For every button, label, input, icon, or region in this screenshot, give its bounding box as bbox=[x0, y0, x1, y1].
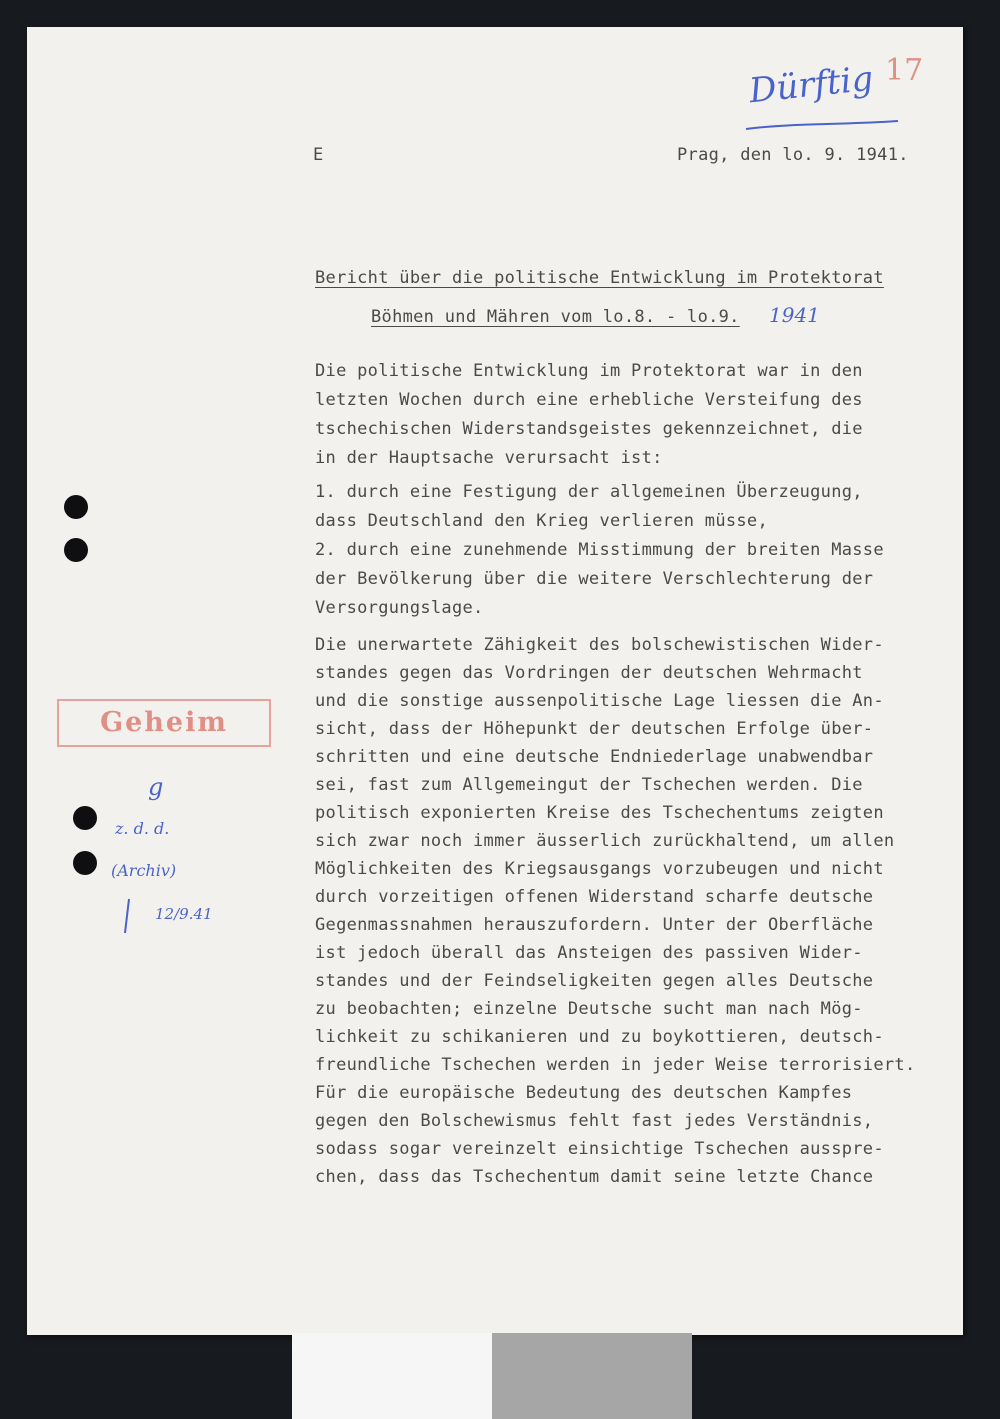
punch-hole bbox=[64, 495, 88, 519]
report-heading-line1: Bericht über die politische Entwicklung im Protektorat bbox=[315, 268, 884, 288]
punch-hole bbox=[64, 538, 88, 562]
text-line: schritten und eine deutsche Endniederlage unabwendbar bbox=[315, 747, 874, 767]
secret-stamp: Geheim bbox=[57, 699, 271, 747]
text-line: tschechischen Widerstandsgeistes gekennzeichnet, die bbox=[315, 419, 863, 439]
text-line: sei, fast zum Allgemeingut der Tschechen werden. Die bbox=[315, 775, 863, 795]
handwritten-initial: g bbox=[148, 773, 164, 801]
text-line: sicht, dass der Höhepunkt der deutschen Erfolge über- bbox=[315, 719, 874, 739]
handwritten-date: 12/9.41 bbox=[155, 905, 213, 923]
text-line: dass Deutschland den Krieg verlieren müsse, bbox=[315, 511, 768, 531]
handwritten-note: z. d. d. bbox=[115, 819, 170, 838]
text-line: in der Hauptsache verursacht ist: bbox=[315, 448, 663, 468]
text-line: 2. durch eine zunehmende Misstimmung der breiten Masse bbox=[315, 540, 884, 560]
text-line: lichkeit zu schikanieren und zu boykottieren, deutsch- bbox=[315, 1027, 884, 1047]
text-line: politisch exponierten Kreise des Tschechentums zeigten bbox=[315, 803, 884, 823]
text-line: durch vorzeitigen offenen Widerstand scharfe deutsche bbox=[315, 887, 874, 907]
text-line: sich zwar noch immer äusserlich zurückhaltend, um allen bbox=[315, 831, 895, 851]
text-line: standes und der Feindseligkeiten gegen alles Deutsche bbox=[315, 971, 874, 991]
text-line: standes gegen das Vordringen der deutschen Wehrmacht bbox=[315, 663, 863, 683]
numbered-points bbox=[315, 482, 935, 622]
text-line: der Bevölkerung über die weitere Verschlechterung der bbox=[315, 569, 874, 589]
paragraph-main bbox=[315, 635, 955, 1187]
e-mark: E bbox=[313, 145, 324, 165]
text-line: zu beobachten; einzelne Deutsche sucht man nach Mög- bbox=[315, 999, 863, 1019]
text-line: Versorgungslage. bbox=[315, 598, 484, 618]
report-heading-line2: Böhmen und Mähren vom lo.8. - lo.9. bbox=[371, 307, 740, 327]
text-line: ist jedoch überall das Ansteigen des passiven Wider- bbox=[315, 943, 863, 963]
punch-hole bbox=[73, 806, 97, 830]
text-line: letzten Wochen durch eine erhebliche Versteifung des bbox=[315, 390, 863, 410]
text-line: sodass sogar vereinzelt einsichtige Tschechen ausspre- bbox=[315, 1139, 884, 1159]
text-line: Die politische Entwicklung im Protektorat war in den bbox=[315, 361, 863, 381]
heading-year-handwritten: 1941 bbox=[769, 303, 820, 327]
text-line: gegen den Bolschewismus fehlt fast jedes Verständnis, bbox=[315, 1111, 874, 1131]
punch-hole bbox=[73, 851, 97, 875]
paragraph-intro bbox=[315, 361, 935, 481]
handwritten-note: (Archiv) bbox=[111, 861, 177, 880]
signature-underline bbox=[742, 119, 902, 135]
text-line: 1. durch eine Festigung der allgemeinen Überzeugung, bbox=[315, 482, 863, 502]
page-number: 17 bbox=[885, 53, 924, 88]
document-page bbox=[27, 27, 963, 1335]
text-line: chen, dass das Tschechentum damit seine letzte Chance bbox=[315, 1167, 874, 1187]
text-line: und die sonstige aussenpolitische Lage liessen die An- bbox=[315, 691, 884, 711]
text-line: Die unerwartete Zähigkeit des bolschewistischen Wider- bbox=[315, 635, 884, 655]
handwritten-signature: Dürftig bbox=[747, 58, 876, 112]
text-line: Für die europäische Bedeutung des deutschen Kampfes bbox=[315, 1083, 853, 1103]
color-reference-white bbox=[292, 1333, 492, 1419]
handwritten-tick bbox=[117, 897, 137, 939]
text-line: Gegenmassnahmen herauszufordern. Unter der Oberfläche bbox=[315, 915, 874, 935]
text-line: Möglichkeiten des Kriegsausgangs vorzubeugen und nicht bbox=[315, 859, 884, 879]
place-date: Prag, den lo. 9. 1941. bbox=[677, 145, 909, 165]
color-reference-gray bbox=[492, 1333, 692, 1419]
text-line: freundliche Tschechen werden in jeder Weise terrorisiert. bbox=[315, 1055, 916, 1075]
